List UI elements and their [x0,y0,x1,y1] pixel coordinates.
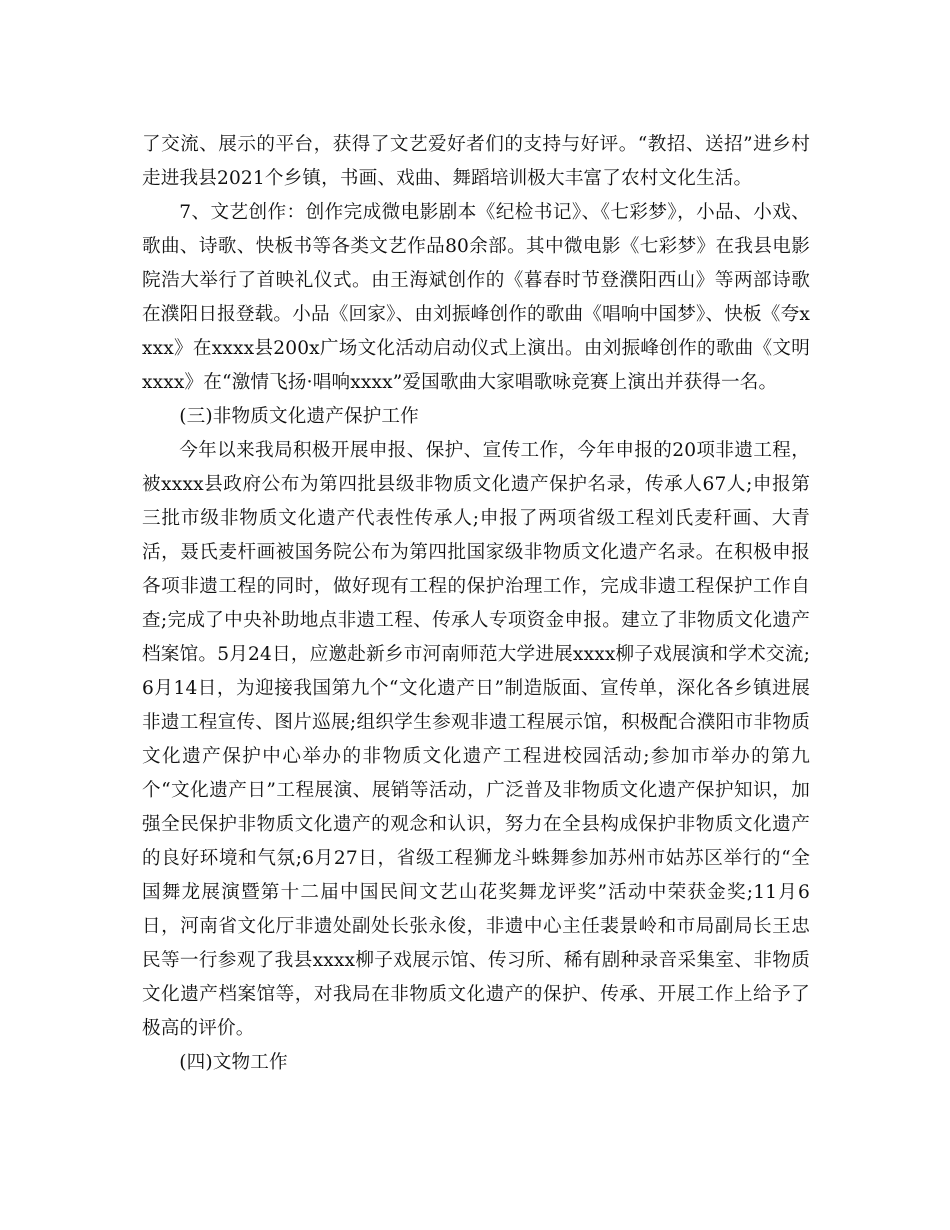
paragraph-intangible-heritage: 今年以来我局积极开展申报、保护、宣传工作，今年申报的20项非遗工程，被xxxx县政府公布为第四批县级非物质文化遗产保护名录，传承人67人;申报第三批市级非物质文化遗产代表性传承人;申报了两项省级工程刘氏麦秆画、大青活，聂氏麦杆画被国务院公布为第四批国家级非物质文化遗产名录。在积极申报各项非遗工程的同时，做好现有工程的保护治理工作，完成非遗工程保护工作自查;完成了中央补助地点非遗工程、传承人专项资金申报。建立了非物质文化遗产档案馆。5月24日，应邀赴新乡市河南师范大学进展xxxx柳子戏展演和学术交流;6月14日，为迎接我国第九个“文化遗产日”制造版面、宣传单，深化各乡镇进展非遗工程宣传、图片巡展;组织学生参观非遗工程展示馆，积极配合濮阳市非物质文化遗产保护中心举办的非物质文化遗产工程进校园活动;参加市举办的第九个“文化遗产日”工程展演、展销等活动，广泛普及非物质文化遗产保护知识，加强全民保护非物质文化遗产的观念和认识，努力在全县构成保护非物质文化遗产的良好环境和气氛;6月27日，省级工程狮龙斗蛛舞参加苏州市姑苏区举行的“全国舞龙展演暨第十二届中国民间文艺山花奖舞龙评奖”活动中荣获金奖;11月6日，河南省文化厅非遗处副处长张永俊，非遗中心主任裴景岭和市局副局长王忠民等一行参观了我县xxxx柳子戏展示馆、传习所、稀有剧种录音采集室、非物质文化遗产档案馆等，对我局在非物质文化遗产的保护、传承、开展工作上给予了极高的评价。 [142,440,810,1039]
section-heading-cultural-relics: (四)文物工作 [179,1052,288,1073]
section-heading-intangible-heritage: (三)非物质文化遗产保护工作 [179,406,419,427]
paragraph-continued: 了交流、展示的平台，获得了文艺爱好者们的支持与好评。“教招、送招”进乡村走进我县2021个乡镇，书画、戏曲、舞蹈培训极大丰富了农村文化生活。 [142,134,810,189]
document-body [142,128,810,1080]
paragraph-literary-creation: 7、文艺创作：创作完成微电影剧本《纪检书记》、《七彩梦》，小品、小戏、歌曲、诗歌、快板书等各类文艺作品80余部。其中微电影《七彩梦》在我县电影院浩大举行了首映礼仪式。由王海斌创作的《暮春时节登濮阳西山》等两部诗歌在濮阳日报登载。小品《回家》、由刘振峰创作的歌曲《唱响中国梦》、快板《夸xxxx》在xxxx县200x广场文化活动启动仪式上演出。由刘振峰创作的歌曲《文明xxxx》在“激情飞扬·唱响xxxx”爱国歌曲大家唱歌咏竞赛上演出并获得一名。 [142,202,810,393]
